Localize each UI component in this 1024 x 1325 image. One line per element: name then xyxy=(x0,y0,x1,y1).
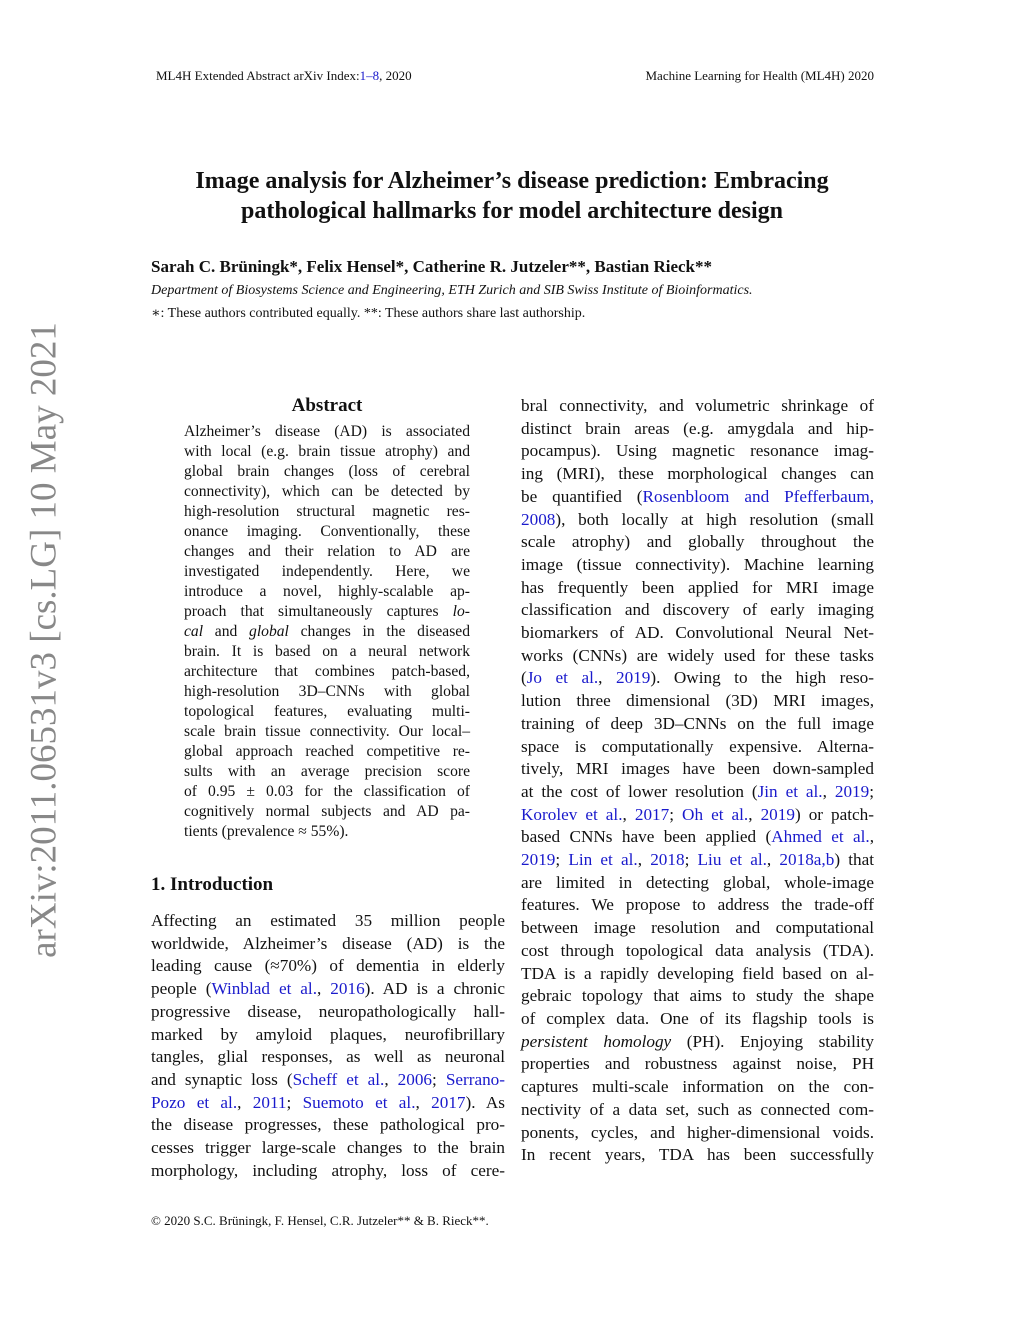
text-line xyxy=(521,395,874,418)
text-segment: bral connectivity, and volumetric shrinkage of xyxy=(521,396,874,415)
text-segment: has frequently been applied for MRI image xyxy=(521,577,874,597)
text-segment: introduce a novel, highly-scalable ap- xyxy=(184,583,470,600)
citation-link[interactable]: Jo et al. xyxy=(526,668,599,688)
text-segment: biomarkers of AD. Convolutional Neural Net- xyxy=(521,623,874,643)
text-segment: ) or patch- xyxy=(794,804,874,824)
text-segment: tangles, glial responses, as well as neuronal xyxy=(151,1047,505,1067)
text-segment: and synaptic loss ( xyxy=(151,1069,293,1089)
text-segment: of 0.95 ± 0.03 for the classification of xyxy=(184,783,470,800)
text-line xyxy=(521,418,874,441)
text-segment: changes and their relation to AD are xyxy=(184,543,470,560)
text-segment: be quantified ( xyxy=(521,486,643,506)
text-line xyxy=(184,502,470,522)
text-line xyxy=(521,1122,874,1145)
text-line xyxy=(184,682,470,702)
running-header-right: Machine Learning for Health (ML4H) 2020 xyxy=(645,68,874,83)
text-line xyxy=(184,822,470,842)
text-segment: ; xyxy=(555,850,569,870)
citation-link[interactable]: 2016 xyxy=(330,979,365,999)
text-segment: In recent years, TDA has been successfully xyxy=(521,1145,874,1165)
text-line xyxy=(521,599,874,622)
text-segment: TDA is a rapidly developing field based on al- xyxy=(521,963,874,983)
text-line xyxy=(184,702,470,722)
text-segment: proach that simultaneously captures xyxy=(184,603,453,620)
citation-link[interactable]: 2019 xyxy=(760,804,795,824)
text-line xyxy=(151,1160,505,1183)
text-segment: features. We propose to address the trade-off xyxy=(521,895,874,915)
text-segment: , xyxy=(317,979,331,999)
copyright-footer: © 2020 S.C. Brüningk, F. Hensel, C.R. Jutzeler** & B. Rieck**. xyxy=(151,1213,489,1228)
text-segment: architecture that combines patch-based, xyxy=(184,663,470,680)
text-segment: ). As xyxy=(465,1092,505,1112)
text-segment: worldwide, Alzheimer’s disease (AD) is the xyxy=(151,933,505,953)
text-line xyxy=(184,782,470,802)
text-line xyxy=(184,622,470,642)
paper-title: Image analysis for Alzheimer’s disease prediction: Embracing pathological hallmarks for model architecture design xyxy=(195,168,829,224)
text-segment: ). AD is a chronic xyxy=(364,979,506,999)
text-line xyxy=(184,722,470,742)
text-line xyxy=(184,642,470,662)
authors: Sarah C. Brüningk*, Felix Hensel*, Catherine R. Jutzeler**, Bastian Rieck** xyxy=(151,257,712,276)
text-segment: nectivity of a data set, such as connected com- xyxy=(521,1099,874,1119)
text-line xyxy=(521,667,874,690)
text-segment: high-resolution 3D–CNNs with global xyxy=(184,683,470,700)
text-segment: are limited in detecting global, whole-image xyxy=(521,872,874,892)
text-line xyxy=(151,1092,505,1115)
text-line xyxy=(521,1031,874,1054)
text-line xyxy=(521,1099,874,1122)
header-left-text: ML4H Extended Abstract arXiv Index: xyxy=(156,68,360,83)
text-line xyxy=(151,1069,505,1092)
text-segment: works (CNNs) are widely used for these tasks xyxy=(521,645,874,665)
text-segment: ponents, cycles, and higher-dimensional voids. xyxy=(521,1122,874,1142)
text-line xyxy=(521,645,874,668)
text-line xyxy=(521,1053,874,1076)
text-line xyxy=(521,826,874,849)
text-line xyxy=(184,482,470,502)
text-line xyxy=(151,955,505,978)
text-line xyxy=(521,440,874,463)
text-segment: and xyxy=(203,623,250,640)
text-segment: ) that xyxy=(834,850,874,870)
text-segment: at the cost of lower resolution ( xyxy=(521,781,758,801)
text-segment: , xyxy=(384,1069,398,1089)
text-segment: gebraic topology that aims to study the shape xyxy=(521,986,874,1006)
text-segment: ; xyxy=(286,1092,303,1112)
citation-link[interactable]: 2017 xyxy=(431,1092,466,1112)
text-line xyxy=(151,933,505,956)
text-segment: , xyxy=(637,850,651,870)
citation-link[interactable]: Liu et al. xyxy=(697,850,767,870)
text-line xyxy=(151,1137,505,1160)
text-segment: space is computationally expensive. Alterna- xyxy=(521,736,874,756)
text-segment: , xyxy=(766,850,780,870)
text-segment: sults with an average precision score xyxy=(184,763,470,780)
citation-link[interactable]: 2018 xyxy=(650,850,685,870)
abstract-heading: Abstract xyxy=(291,395,363,416)
text-segment: , xyxy=(237,1092,253,1112)
citation-link[interactable]: 2011 xyxy=(252,1092,287,1112)
text-segment: cognitively normal subjects and AD pa- xyxy=(184,803,470,820)
text-segment: Affecting an estimated 35 million people xyxy=(151,911,505,930)
citation-link[interactable]: Korolev et al. xyxy=(521,804,623,824)
text-segment: leading cause (≈70%) of dementia in elderly xyxy=(151,956,505,976)
citation-link[interactable]: Oh et al. xyxy=(682,804,749,824)
text-segment: investigated independently. Here, we xyxy=(184,563,470,580)
left-column-text xyxy=(151,910,505,1182)
right-column-text xyxy=(521,395,874,1167)
text-segment: ; xyxy=(869,781,874,801)
affiliation: Department of Biosystems Science and Engineering, ETH Zurich and SIB Swiss Institute of Bioinformatics. xyxy=(151,283,753,298)
text-segment: brain. It is based on a neural network xyxy=(184,643,470,660)
emphasis-text: cal xyxy=(184,623,204,640)
text-line xyxy=(184,522,470,542)
citation-link[interactable]: Lin et al. xyxy=(568,850,638,870)
text-line xyxy=(184,662,470,682)
text-line xyxy=(184,802,470,822)
text-segment: changes in the diseased xyxy=(288,623,471,640)
text-line xyxy=(521,781,874,804)
text-segment: properties and robustness against noise, PH xyxy=(521,1054,874,1074)
text-line xyxy=(521,486,874,509)
arxiv-identifier: arXiv:2011.06531v3 [cs.LG] 10 May 2021 xyxy=(23,322,65,958)
text-line xyxy=(521,463,874,486)
text-line xyxy=(184,762,470,782)
text-segment: global brain changes (loss of cerebral xyxy=(184,463,470,480)
text-segment: classification and discovery of early imaging xyxy=(521,600,874,620)
text-segment: cost through topological data analysis (TDA). xyxy=(521,940,874,960)
text-line xyxy=(521,872,874,895)
text-line xyxy=(521,849,874,872)
text-line xyxy=(521,509,874,532)
text-segment: lution three dimensional (3D) MRI images, xyxy=(521,691,874,711)
text-line xyxy=(521,1008,874,1031)
running-header-left xyxy=(156,68,412,84)
text-segment: ; xyxy=(684,850,698,870)
text-line xyxy=(521,985,874,1008)
text-segment: with local (e.g. brain tissue atrophy) and xyxy=(184,443,470,460)
text-line xyxy=(521,804,874,827)
text-line xyxy=(151,1024,505,1047)
text-segment: ; xyxy=(432,1069,446,1089)
text-segment: ), both locally at high resolution (small xyxy=(555,509,874,529)
text-segment: connectivity), which can be detected by xyxy=(184,483,470,500)
text-segment: global approach reached competitive re- xyxy=(184,743,470,760)
text-segment: based CNNs have been applied ( xyxy=(521,827,772,847)
text-line xyxy=(521,1076,874,1099)
emphasis-text: persistent homology xyxy=(521,1031,672,1051)
text-line xyxy=(184,462,470,482)
text-line xyxy=(521,531,874,554)
abstract-body xyxy=(184,422,470,842)
text-line xyxy=(184,742,470,762)
text-line xyxy=(151,1114,505,1137)
citation-link[interactable]: Serrano- xyxy=(445,1069,505,1089)
text-segment: , xyxy=(415,1092,432,1112)
citation-link[interactable]: Jin et al. xyxy=(757,781,823,801)
text-segment: scale brain tissue connectivity. Our local– xyxy=(184,723,470,740)
text-segment: , xyxy=(869,827,874,847)
citation-link[interactable]: Scheff et al. xyxy=(292,1069,385,1089)
page-range-link[interactable]: 1–8 xyxy=(359,68,380,83)
text-segment: , xyxy=(622,804,635,824)
text-segment: captures multi-scale information on the con- xyxy=(521,1077,874,1097)
text-line xyxy=(521,622,874,645)
text-segment: tients (prevalence ≈ 55%). xyxy=(184,823,349,840)
citation-link[interactable]: Rosenbloom and Pfefferbaum, xyxy=(642,486,874,506)
text-line xyxy=(521,963,874,986)
text-line xyxy=(151,978,505,1001)
text-segment: of complex data. One of its flagship tools is xyxy=(521,1008,874,1028)
text-line xyxy=(521,554,874,577)
citation-link[interactable]: 2006 xyxy=(397,1069,433,1089)
text-line xyxy=(521,577,874,600)
text-segment: , xyxy=(822,781,835,801)
citation-link[interactable]: Winblad et al. xyxy=(211,979,318,999)
citation-link[interactable]: 2008 xyxy=(521,509,556,529)
text-line xyxy=(184,562,470,582)
text-segment: distinct brain areas (e.g. amygdala and hip- xyxy=(521,418,874,438)
text-line xyxy=(184,422,470,442)
citation-link[interactable]: 2018a,b xyxy=(779,850,835,870)
text-segment: onance imaging. Conventionally, these xyxy=(184,523,470,540)
section-heading-introduction: 1. Introduction xyxy=(151,874,274,895)
text-segment: tively, MRI images have been down-sampled xyxy=(521,759,874,779)
text-line xyxy=(521,894,874,917)
text-segment: , xyxy=(748,804,761,824)
text-segment: Alzheimer’s disease (AD) is associated xyxy=(184,423,470,440)
emphasis-text: global xyxy=(249,623,289,640)
text-line xyxy=(184,442,470,462)
text-segment: training of deep 3D–CNNs on the full image xyxy=(521,713,874,733)
text-line xyxy=(521,1144,874,1167)
text-segment: ( xyxy=(521,668,527,688)
text-segment: cesses trigger large-scale changes to the brain xyxy=(151,1138,505,1158)
header-year: , 2020 xyxy=(379,68,412,83)
text-segment: morphology, including atrophy, loss of cere- xyxy=(151,1160,505,1180)
author-note: ∗: These authors contributed equally. **: These authors share last authorship. xyxy=(151,306,586,321)
citation-link[interactable]: Ahmed et al. xyxy=(771,827,870,847)
text-line xyxy=(521,690,874,713)
text-segment: ; xyxy=(669,804,683,824)
citation-link[interactable]: 2019 xyxy=(834,781,870,801)
citation-link[interactable]: Pozo et al. xyxy=(151,1092,238,1112)
text-segment: progressive disease, neuropathologically hall- xyxy=(151,1001,505,1021)
text-segment: high-resolution structural magnetic res- xyxy=(184,503,470,520)
citation-link[interactable]: 2019 xyxy=(521,850,556,870)
text-line xyxy=(151,910,505,933)
citation-link[interactable]: Suemoto et al. xyxy=(302,1092,416,1112)
text-line xyxy=(184,542,470,562)
emphasis-text: lo- xyxy=(452,603,470,620)
text-segment: pocampus). Using magnetic resonance imag- xyxy=(521,441,874,461)
text-line xyxy=(184,602,470,622)
text-segment: between image resolution and computational xyxy=(521,918,874,938)
citation-link[interactable]: 2017 xyxy=(634,804,670,824)
text-segment: ing (MRI), these morphological changes can xyxy=(521,464,874,484)
text-line xyxy=(184,582,470,602)
citation-link[interactable]: 2019 xyxy=(615,668,651,688)
text-line xyxy=(521,940,874,963)
text-segment: ). Owing to the high reso- xyxy=(650,668,875,688)
text-segment: people ( xyxy=(151,979,212,999)
text-segment: marked by amyloid plaques, neurofibrillary xyxy=(151,1024,505,1044)
text-line xyxy=(521,736,874,759)
text-segment: topological features, evaluating multi- xyxy=(184,703,470,720)
text-line xyxy=(151,1001,505,1024)
text-segment: image (tissue connectivity). Machine learning xyxy=(521,554,874,574)
text-line xyxy=(151,1046,505,1069)
text-segment: , xyxy=(598,668,616,688)
text-segment: the disease progresses, these pathological pro- xyxy=(151,1115,505,1135)
text-line xyxy=(521,758,874,781)
text-segment: (PH). Enjoying stability xyxy=(671,1031,874,1051)
text-line xyxy=(521,713,874,736)
text-segment: scale atrophy) and globally throughout the xyxy=(521,532,874,552)
text-line xyxy=(521,917,874,940)
